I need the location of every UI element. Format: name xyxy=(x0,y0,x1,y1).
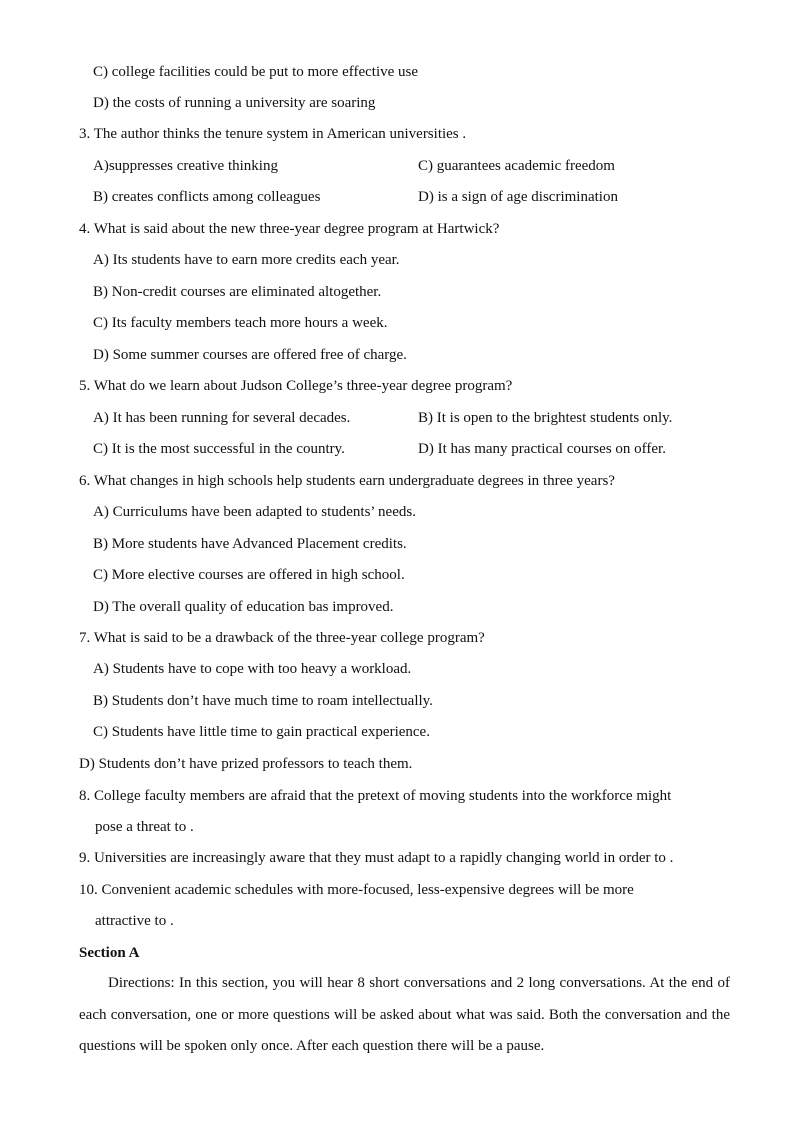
q3-option-b: B) creates conflicts among colleagues xyxy=(93,189,321,205)
q7-option-d: D) Students don’t have prized professors to teach them. xyxy=(79,756,413,772)
q5-option-c: C) It is the most successful in the country. xyxy=(93,441,345,457)
q9-stem: 9. Universities are increasingly aware that they must adapt to a rapidly changing world in order to . xyxy=(79,850,674,866)
q4-option-c: C) Its faculty members teach more hours a week. xyxy=(93,315,388,331)
q3-option-a: A)suppresses creative thinking xyxy=(93,158,278,174)
q5-option-a: A) It has been running for several decades. xyxy=(93,410,351,426)
q4-option-a: A) Its students have to earn more credits each year. xyxy=(93,252,400,268)
q5-option-d: D) It has many practical courses on offer. xyxy=(418,441,666,457)
q7-option-a: A) Students have to cope with too heavy a workload. xyxy=(93,661,412,677)
q4-option-b: B) Non-credit courses are eliminated altogether. xyxy=(93,284,382,300)
q3-stem: 3. The author thinks the tenure system in American universities . xyxy=(79,126,467,142)
section-directions: Directions: In this section, you will hear 8 short conversations and 2 long conversations. At the end of each conversation, one or more questions will be asked about what was said. Both the conversation and the questions will be spoken only once. After each question there will be a pause. xyxy=(79,975,730,1054)
q7-option-b: B) Students don’t have much time to roam intellectually. xyxy=(93,693,433,709)
q7-option-c: C) Students have little time to gain practical experience. xyxy=(93,724,430,740)
q2-option-c: C) college facilities could be put to more effective use xyxy=(93,64,419,80)
q6-option-d: D) The overall quality of education bas improved. xyxy=(93,599,394,615)
q6-option-a: A) Curriculums have been adapted to students’ needs. xyxy=(93,504,416,520)
q8-stem-line2: pose a threat to . xyxy=(95,819,194,835)
section-heading: Section A xyxy=(79,945,140,961)
q6-stem: 6. What changes in high schools help students earn undergraduate degrees in three years? xyxy=(79,473,615,489)
q5-stem: 5. What do we learn about Judson College’s three-year degree program? xyxy=(79,378,513,394)
q5-option-b: B) It is open to the brightest students only. xyxy=(418,410,673,426)
q6-option-c: C) More elective courses are offered in high school. xyxy=(93,567,405,583)
q10-stem-line1: 10. Convenient academic schedules with more-focused, less-expensive degrees will be more xyxy=(79,882,634,898)
q6-option-b: B) More students have Advanced Placement credits. xyxy=(93,536,407,552)
q3-option-d: D) is a sign of age discrimination xyxy=(418,189,618,205)
q4-stem: 4. What is said about the new three-year degree program at Hartwick? xyxy=(79,221,500,237)
q7-stem: 7. What is said to be a drawback of the three-year college program? xyxy=(79,630,485,646)
q8-stem-line1: 8. College faculty members are afraid that the pretext of moving students into the workforce might xyxy=(79,788,672,804)
q4-option-d: D) Some summer courses are offered free of charge. xyxy=(93,347,407,363)
q10-stem-line2: attractive to . xyxy=(95,913,174,929)
q3-option-c: C) guarantees academic freedom xyxy=(418,158,615,174)
q2-option-d: D) the costs of running a university are soaring xyxy=(93,95,376,111)
